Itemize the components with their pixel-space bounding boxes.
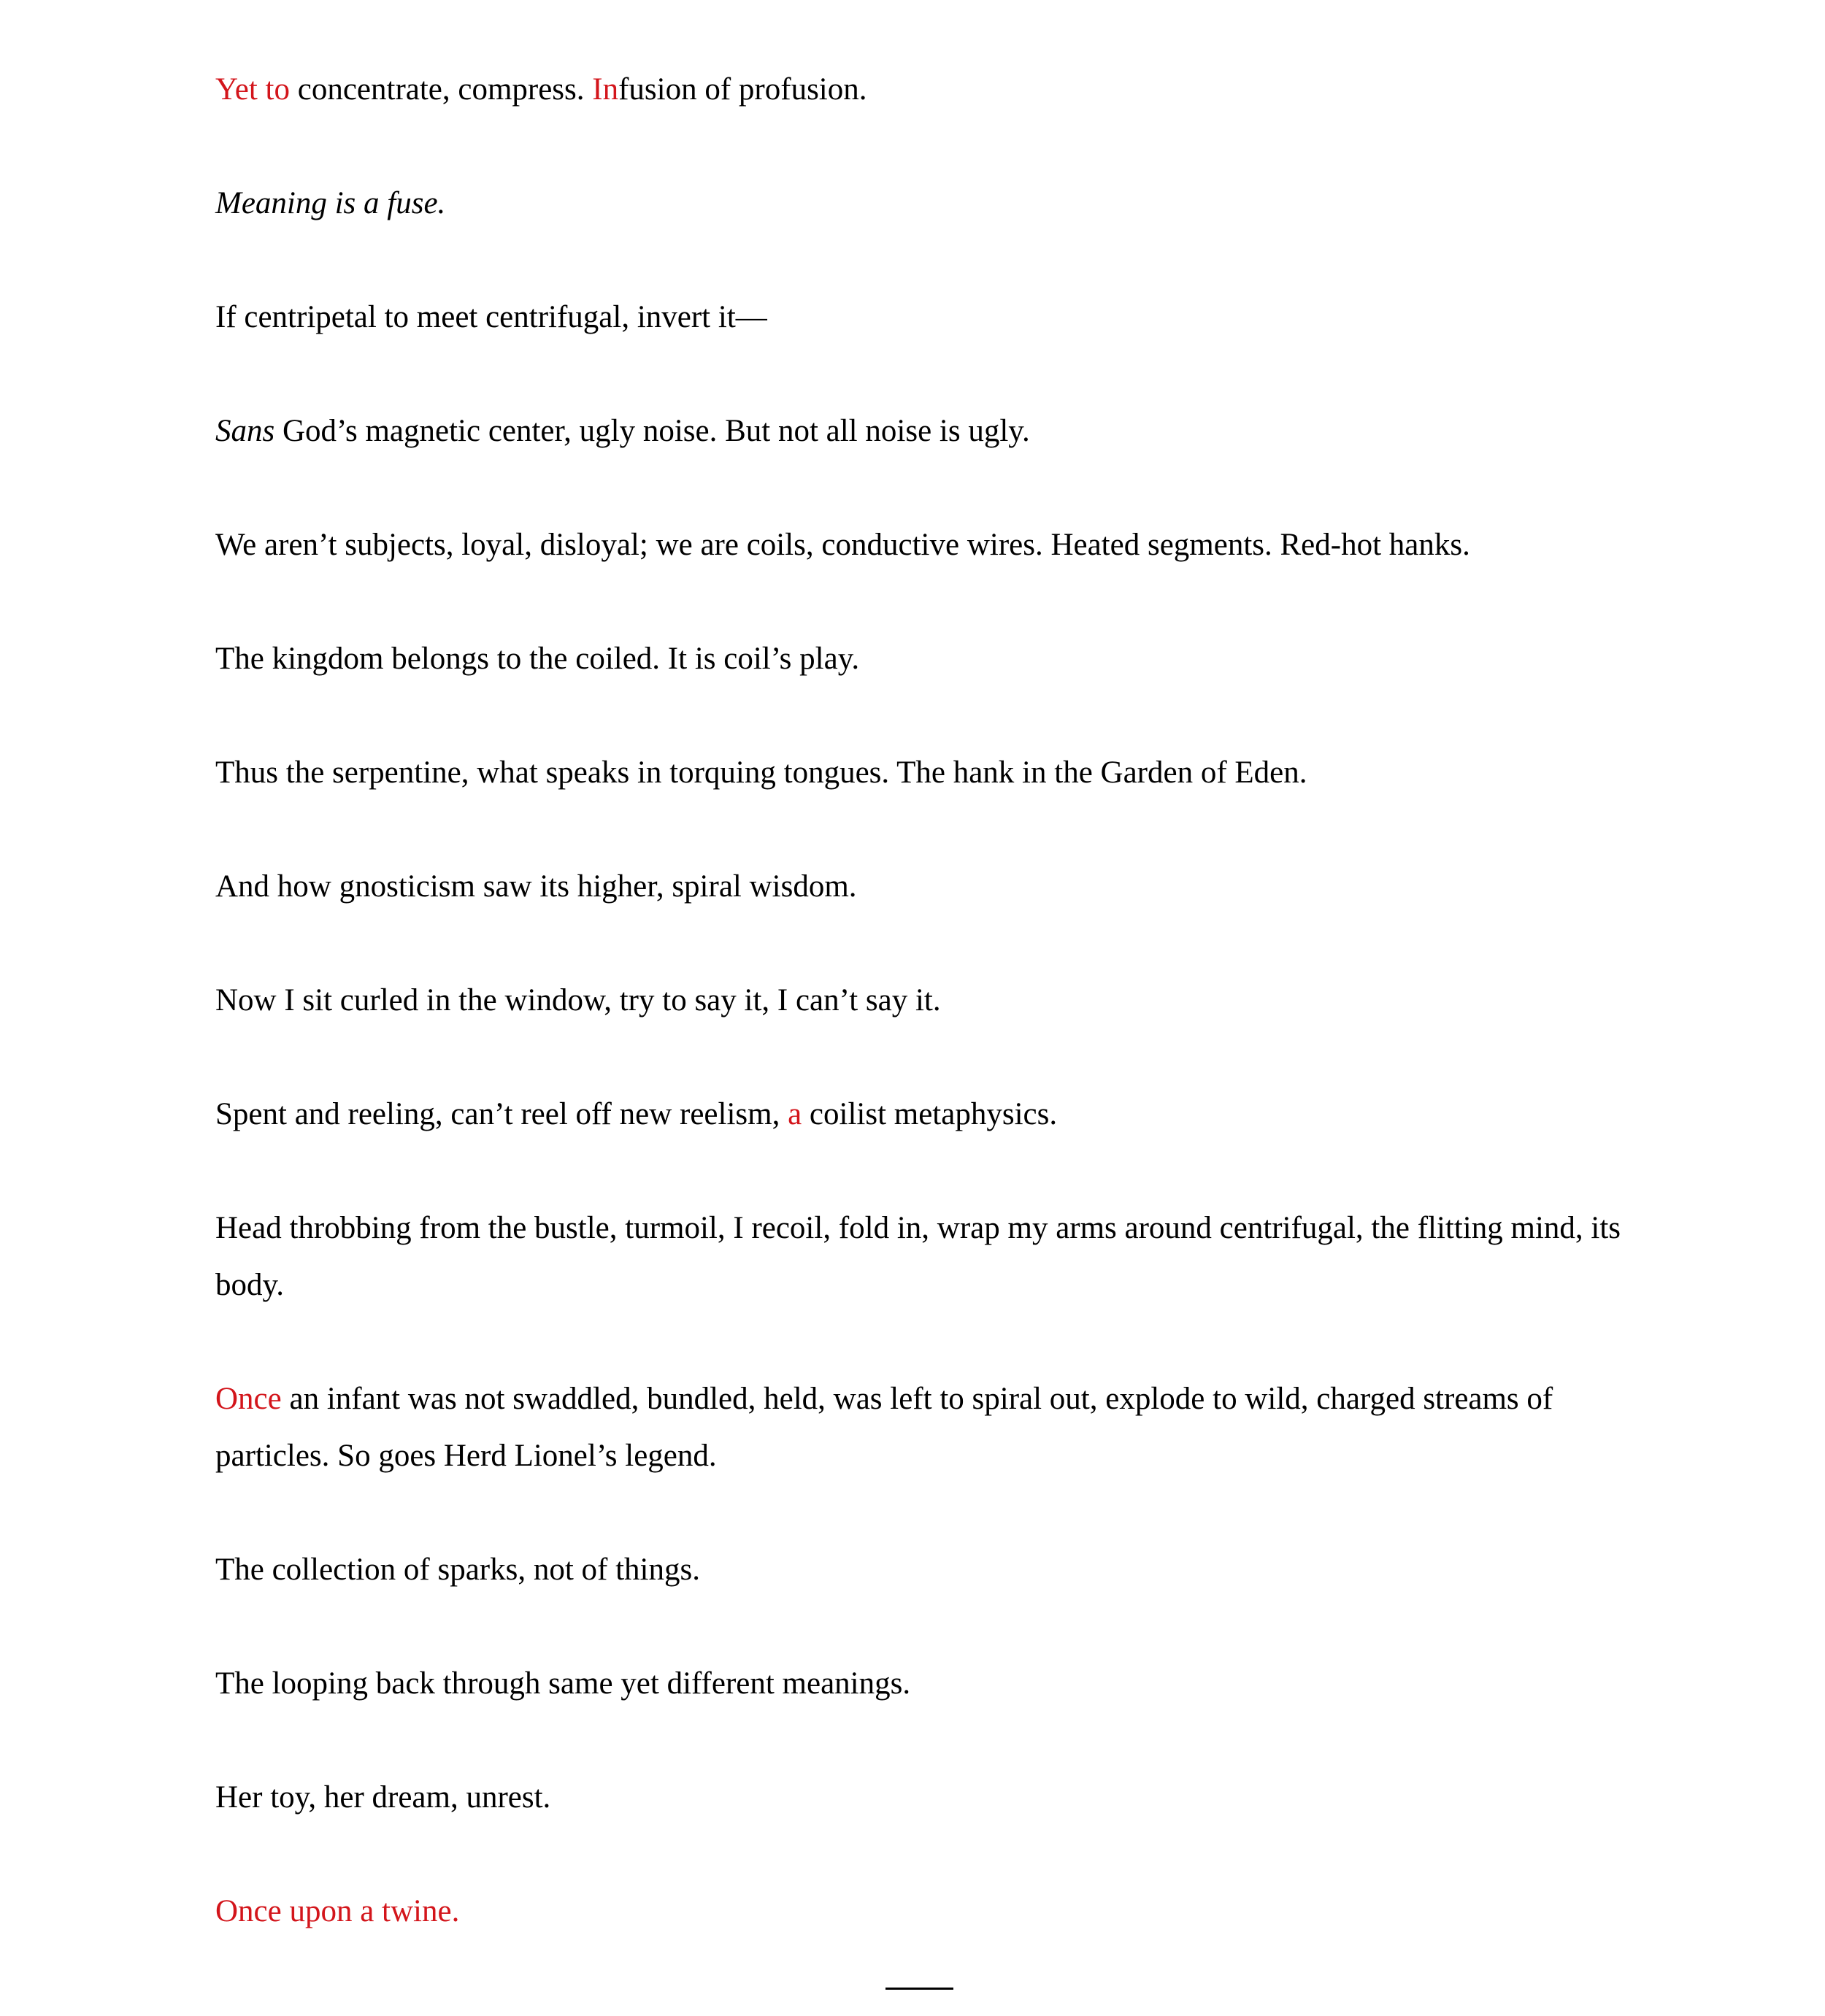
body-text: Thus the serpentine, what speaks in torquing tongues. The hank in the Garden of Eden. — [215, 755, 1307, 790]
highlight-text: Once upon a twine. — [215, 1894, 460, 1928]
body-text: The collection of sparks, not of things. — [215, 1553, 700, 1587]
body-text: The looping back through same yet different meanings. — [215, 1666, 911, 1701]
paragraph-8 — [215, 858, 1646, 915]
paragraph-1 — [215, 61, 1646, 118]
paragraph-16 — [215, 1883, 1646, 1940]
paragraph-5 — [215, 517, 1646, 574]
body-text: concentrate, compress. — [289, 72, 593, 107]
body-text: Spent and reeling, can’t reel off new reelism, — [215, 1097, 788, 1131]
body-text: an infant was not swaddled, bundled, held, was left to spiral out, explode to wild, charged streams of particles. So goes Herd Lionel’s legend. — [215, 1382, 1553, 1473]
body-text: Now I sit curled in the window, try to say it, I can’t say it. — [215, 983, 941, 1017]
paragraph-2 — [215, 175, 1646, 232]
body-text: coilist metaphysics. — [802, 1097, 1058, 1131]
highlight-text: a — [788, 1097, 802, 1131]
body-text: God’s magnetic center, ugly noise. But not all noise is ugly. — [274, 414, 1030, 448]
paragraph-12 — [215, 1371, 1646, 1485]
body-text: fusion of profusion. — [618, 72, 867, 107]
highlight-text: In — [592, 72, 619, 107]
section-divider — [885, 1988, 953, 1990]
paragraph-11 — [215, 1200, 1646, 1314]
paragraph-13 — [215, 1542, 1646, 1598]
paragraph-15 — [215, 1769, 1646, 1826]
paragraph-3 — [215, 289, 1646, 346]
paragraph-14 — [215, 1655, 1646, 1712]
body-text: And how gnosticism saw its higher, spiral wisdom. — [215, 869, 857, 904]
body-text: The kingdom belongs to the coiled. It is coil’s play. — [215, 642, 860, 676]
paragraph-6 — [215, 631, 1646, 688]
body-text: We aren’t subjects, loyal, disloyal; we are coils, conductive wires. Heated segments. Red-hot hanks. — [215, 528, 1470, 562]
paragraph-4 — [215, 403, 1646, 460]
paragraph-10 — [215, 1086, 1646, 1143]
body-text: If centripetal to meet centrifugal, invert it— — [215, 300, 767, 334]
body-text: Head throbbing from the bustle, turmoil, I recoil, fold in, wrap my arms around centrifugal, the flitting mind, its body. — [215, 1211, 1621, 1302]
italic-text: Meaning is a fuse. — [215, 186, 446, 220]
highlight-text: Once — [215, 1382, 282, 1416]
paragraph-7 — [215, 745, 1646, 801]
body-text: Her toy, her dream, unrest. — [215, 1780, 551, 1815]
italic-text: Sans — [215, 414, 275, 448]
highlight-text: Yet to — [215, 72, 290, 107]
paragraph-9 — [215, 972, 1646, 1029]
